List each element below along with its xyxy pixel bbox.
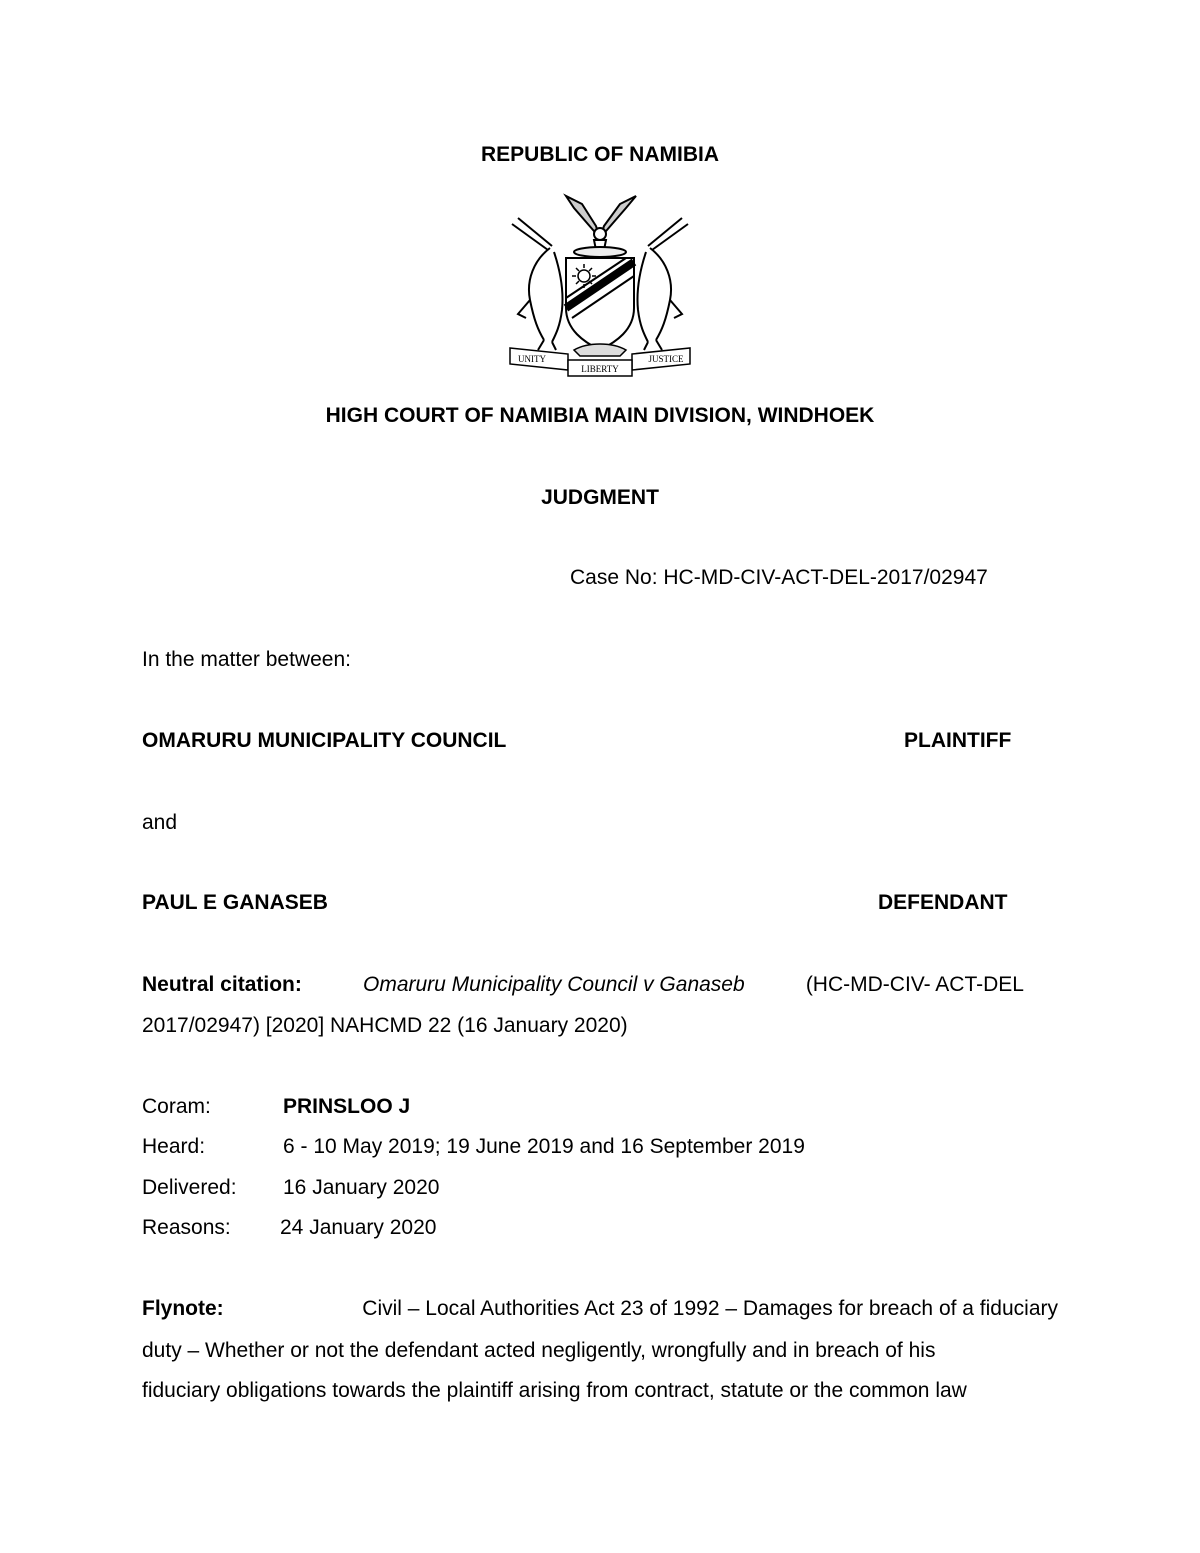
flynote-text-1: Civil – Local Authorities Act 23 of 1992 – Damages for breach of a fiduciary — [362, 1297, 1058, 1320]
namibia-coat-of-arms-icon — [504, 190, 696, 382]
plaintiff-name: OMARURU MUNICIPALITY COUNCIL — [142, 729, 507, 752]
matter-intro: In the matter between: — [142, 648, 351, 671]
plaintiff-role: PLAINTIFF — [904, 729, 1012, 752]
delivered-label: Delivered: — [142, 1176, 237, 1199]
reasons-label: Reasons: — [142, 1216, 231, 1239]
neutral-citation-line-1 — [142, 973, 1024, 997]
party-conjunction: and — [142, 811, 178, 834]
svg-text:LIBERTY: LIBERTY — [581, 364, 619, 374]
republic-title: REPUBLIC OF NAMIBIA — [481, 143, 719, 166]
flynote-line-1 — [142, 1297, 1058, 1321]
citation-reference: (HC-MD-CIV- ACT-DEL — [805, 973, 1024, 996]
court-title: HIGH COURT OF NAMIBIA MAIN DIVISION, WINDHOEK — [325, 404, 875, 427]
heard-value: 6 - 10 May 2019; 19 June 2019 and 16 September 2019 — [283, 1135, 805, 1158]
flynote-text-2: duty – Whether or not the defendant acted negligently, wrongfully and in breach of his — [142, 1339, 936, 1362]
neutral-citation-label: Neutral citation: — [142, 973, 302, 996]
case-number: Case No: HC-MD-CIV-ACT-DEL-2017/02947 — [570, 566, 988, 589]
citation-case-name: Omaruru Municipality Council v Ganaseb — [363, 973, 745, 996]
flynote-line-3 — [142, 1379, 1058, 1403]
delivered-value: 16 January 2020 — [283, 1176, 440, 1199]
heard-label: Heard: — [142, 1135, 206, 1158]
coram-label: Coram: — [142, 1095, 211, 1118]
defendant-role: DEFENDANT — [878, 891, 1008, 914]
neutral-citation-line-2: 2017/02947) [2020] NAHCMD 22 (16 January 2020) — [142, 1014, 628, 1037]
flynote-label: Flynote: — [142, 1297, 224, 1320]
flynote-line-2 — [142, 1339, 1058, 1363]
reasons-value: 24 January 2020 — [280, 1216, 437, 1239]
svg-text:JUSTICE: JUSTICE — [648, 354, 684, 364]
defendant-name: PAUL E GANASEB — [142, 891, 328, 914]
coram-value: PRINSLOO J — [283, 1095, 411, 1118]
svg-text:UNITY: UNITY — [518, 354, 546, 364]
flynote-text-3: fiduciary obligations towards the plaintiff arising from contract, statute or the common law — [142, 1379, 967, 1402]
document-type: JUDGMENT — [541, 486, 659, 509]
